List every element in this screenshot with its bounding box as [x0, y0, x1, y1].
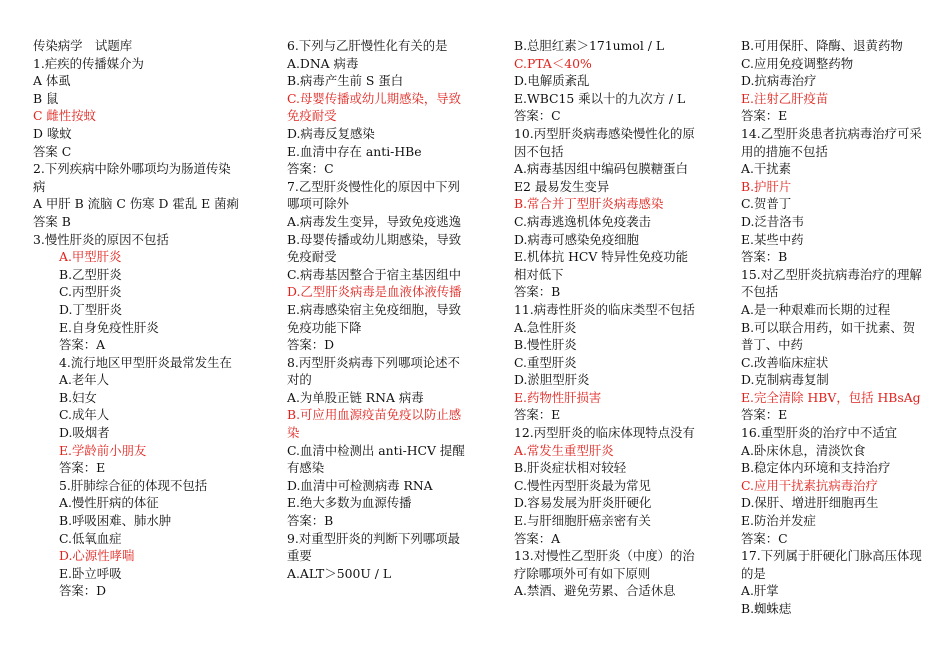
text-line: 5.肝肺综合征的体现不包括	[59, 477, 208, 493]
text-line: A.病毒基因组中编码包膜糖蛋白 E2 最易发生变异	[514, 161, 688, 194]
text-line: A.病毒发生变异，导致免疫逃逸	[287, 213, 461, 229]
text-line: A.干扰素	[741, 161, 792, 177]
text-line: 9.对重型肝炎的判断下列哪项最重要	[287, 530, 460, 564]
text-line: E.自身免疫性肝炎	[59, 319, 159, 335]
column-3	[488, 37, 696, 600]
text-line: 4.流行地区甲型肝炎最常发生在	[59, 354, 232, 370]
text-line: C.贺普丁	[741, 196, 792, 212]
text-line: B.可以联合用药，如干扰素、贺普丁、中药	[741, 319, 916, 353]
column-1	[33, 37, 243, 600]
text-line: D.抗病毒治疗	[741, 73, 817, 89]
text-line: E.防治并发症	[741, 513, 816, 529]
text-line: D.病毒可感染免疫细胞	[514, 231, 639, 247]
text-line: A.是一种艰难而长期的过程	[741, 301, 891, 317]
text-line: 答案：E	[59, 460, 106, 476]
text-line: A.老年人	[59, 372, 110, 388]
text-line: 2.下列疾病中除外哪项均为肠道传染病	[33, 161, 231, 194]
text-line: 答案：D	[59, 583, 107, 599]
text-line: A 体虱	[33, 73, 71, 89]
text-line: B.病毒产生前 S 蛋白	[287, 73, 404, 89]
answer-highlight-line: D.乙型肝炎病毒是血液体液传播	[287, 284, 462, 300]
text-line: A.DNA 病毒	[287, 55, 359, 71]
text-line: B.呼吸困难、肺水肿	[59, 513, 172, 529]
text-line: E.WBC15 乘以十的九次方 / L	[514, 90, 686, 106]
text-line: 答案：E	[741, 108, 788, 124]
text-line: A.慢性肝病的体征	[59, 495, 159, 511]
text-line: A 甲肝 B 流脑 C 伤寒 D 霍乱 E 菌痢	[33, 196, 239, 212]
text-line: C.低氧血症	[59, 530, 122, 546]
answer-highlight-line: C.应用干扰素抗病毒治疗	[741, 477, 878, 493]
text-line: A.ALT＞500U / L	[287, 565, 392, 581]
text-line: D.电解质紊乱	[514, 73, 590, 89]
answer-highlight-line: B.护肝片	[741, 178, 792, 194]
text-line: 答案：C	[514, 108, 561, 124]
text-line: C.血清中检测出 anti-HCV 提醒有感染	[287, 442, 465, 476]
text-line: A.卧床休息，清淡饮食	[741, 442, 866, 458]
text-line: 答案：B	[741, 249, 788, 265]
answer-highlight-line: B.可应用血源疫苗免疫以防止感染	[287, 407, 462, 441]
answer-highlight-line: B.常合并丁型肝炎病毒感染	[514, 196, 664, 212]
text-line: C.丙型肝炎	[59, 284, 122, 300]
text-line: B.肝炎症状相对较轻	[514, 460, 627, 476]
text-line: 答案：B	[287, 513, 334, 529]
column-2	[261, 37, 469, 582]
text-line: B.慢性肝炎	[514, 337, 577, 353]
text-line: 13.对慢性乙型肝炎（中度）的治疗除哪项外可有如下原则	[514, 548, 695, 581]
text-line: 15.对乙型肝炎抗病毒治疗的理解不包括	[741, 266, 922, 300]
answer-highlight-line: E.药物性肝损害	[514, 389, 602, 405]
answer-highlight-line: C.母婴传播或幼儿期感染，导致免疫耐受	[287, 90, 462, 124]
text-line: 答案：D	[287, 337, 335, 353]
text-line: E.机体抗 HCV 特异性免疫功能相对低下	[514, 249, 689, 282]
text-line: 11.病毒性肝炎的临床类型不包括	[514, 301, 695, 317]
text-line: B.妇女	[59, 389, 97, 405]
text-line: C.成年人	[59, 407, 110, 423]
text-line: 答案 B	[33, 213, 71, 229]
text-line: 答案：E	[514, 407, 561, 423]
text-line: B.母婴传播或幼儿期感染，导致免疫耐受	[287, 231, 462, 265]
answer-highlight-line: E.学龄前小朋友	[59, 442, 147, 458]
text-line: E.卧立呼吸	[59, 565, 122, 581]
text-line: A.禁酒、避免劳累、合适休息	[514, 583, 676, 599]
text-line: 14.乙型肝炎患者抗病毒治疗可采用的措施不包括	[741, 125, 922, 159]
text-line: 10.丙型肝炎病毒感染慢性化的原因不包括	[514, 125, 695, 159]
answer-highlight-line: A.常发生重型肝炎	[514, 442, 614, 458]
text-line: D.血清中可检测病毒 RNA	[287, 477, 433, 493]
text-line: 答案：C	[287, 161, 334, 177]
text-line: 6.下列与乙肝慢性化有关的是	[287, 38, 448, 53]
text-line: 答案：C	[741, 530, 788, 546]
text-line: D.丁型肝炎	[59, 301, 122, 317]
text-line: C.应用免疫调整药物	[741, 55, 854, 71]
text-line: D.克制病毒复制	[741, 372, 829, 388]
text-line: B.总胆红素＞171umol / L	[514, 38, 665, 53]
answer-highlight-line: E.完全清除 HBV，包括 HBsAg	[741, 389, 921, 405]
text-line: E.病毒感染宿主免疫细胞，导致免疫功能下降	[287, 301, 462, 335]
text-line: C.病毒基因整合于宿主基因组中	[287, 266, 462, 282]
text-line: C.改善临床症状	[741, 354, 829, 370]
text-line: 答案：E	[741, 407, 788, 423]
text-line: C.慢性丙型肝炎最为常见	[514, 477, 651, 493]
column-4	[715, 37, 925, 618]
text-line: B 鼠	[33, 90, 59, 106]
text-line: 3.慢性肝炎的原因不包括	[33, 231, 169, 247]
answer-highlight-line: C 雌性按蚊	[33, 108, 96, 124]
text-line: 答案：B	[514, 284, 561, 300]
text-line: D 喙蚊	[33, 125, 72, 141]
text-line: D.泛昔洛韦	[741, 213, 804, 229]
text-line: D.吸烟者	[59, 425, 110, 441]
answer-highlight-line: D.心源性哮喘	[59, 548, 135, 564]
text-line: D.病毒反复感染	[287, 125, 375, 141]
text-line: 答案：A	[59, 337, 106, 353]
text-line: B.稳定体内环境和支持治疗	[741, 460, 891, 476]
text-line: 1.疟疾的传播媒介为	[33, 55, 144, 71]
text-line: A.肝掌	[741, 583, 779, 599]
text-line: D.保肝、增进肝细胞再生	[741, 495, 879, 511]
text-line: B.可用保肝、降酶、退黄药物	[741, 38, 903, 53]
text-line: E.血清中存在 anti-HBe	[287, 143, 422, 159]
answer-highlight-line: E.注射乙肝疫苗	[741, 90, 829, 106]
text-line: 12.丙型肝炎的临床体现特点没有	[514, 425, 695, 441]
text-line: 传染病学 试题库	[33, 38, 133, 53]
text-line: D.淤胆型肝炎	[514, 372, 590, 388]
text-line: D.容易发展为肝炎肝硬化	[514, 495, 652, 511]
text-line: E.绝大多数为血源传播	[287, 495, 412, 511]
text-line: E.与肝细胞肝癌亲密有关	[514, 513, 651, 529]
text-line: C.重型肝炎	[514, 354, 577, 370]
text-line: 答案：A	[514, 530, 561, 546]
text-line: 答案 C	[33, 143, 72, 159]
text-line: 17.下列属于肝硬化门脉高压体现的是	[741, 548, 922, 581]
text-line: B.蜘蛛痣	[741, 601, 792, 616]
text-line: E.某些中药	[741, 231, 804, 247]
answer-highlight-line: C.PTA＜40%	[514, 55, 592, 71]
text-line: A.为单股正链 RNA 病毒	[287, 389, 424, 405]
text-line: C.病毒逃逸机体免疫袭击	[514, 213, 651, 229]
text-line: 8.丙型肝炎病毒下列哪项论述不对的	[287, 354, 460, 388]
text-line: 16.重型肝炎的治疗中不适宜	[741, 425, 898, 441]
text-line: A.急性肝炎	[514, 319, 577, 335]
text-line: B.乙型肝炎	[59, 266, 122, 282]
text-line: 7.乙型肝炎慢性化的原因中下列哪项可除外	[287, 178, 460, 212]
answer-highlight-line: A.甲型肝炎	[59, 249, 122, 265]
